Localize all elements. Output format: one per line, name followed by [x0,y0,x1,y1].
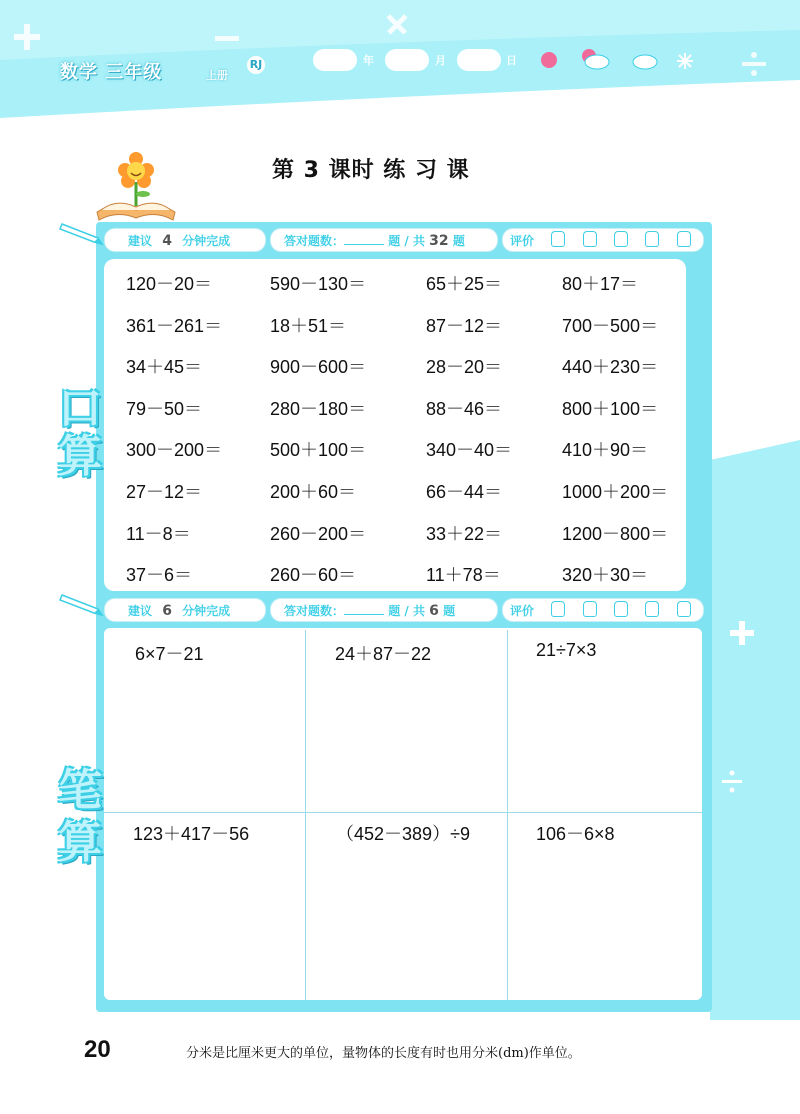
written-panel [104,628,702,1000]
rating-thumb-icon[interactable] [677,231,691,247]
oral-problem: 11－8＝ [126,524,191,544]
column-divider [305,630,306,1000]
pencil-icon [58,589,108,619]
oral-minutes: 4 [162,233,172,249]
oral-problem: 300－200＝ [126,440,223,460]
oral-problem: 1000＋200＝ [562,482,669,502]
volume-label: 上册 [206,69,228,82]
row-divider [104,812,702,813]
snow-icon [677,53,693,69]
oral-problem: 800＋100＝ [562,399,659,419]
year-label: 年 [363,54,374,67]
written-problem: 6×7－21 [135,644,204,664]
written-problem: 24＋87－22 [335,644,432,664]
oral-suggest: 建议 4 分钟完成 [128,233,231,249]
page-number: 20 [84,1036,111,1063]
cloudy-icon [633,55,657,69]
rating-thumb-icon[interactable] [551,231,565,247]
oral-section-label-2: 算 [58,431,102,482]
oral-problem: 66－44＝ [426,482,503,502]
written-problem: 106－6×8 [536,824,615,844]
written-section-label-1: 笔 [58,765,102,816]
day-field[interactable] [457,49,501,71]
oral-problem: 28－20＝ [426,357,503,377]
oral-problem: 27－12＝ [126,482,203,502]
oral-correct-blank[interactable] [344,234,384,245]
rating-thumb-icon[interactable] [645,231,659,247]
oral-problem: 200＋60＝ [270,482,357,502]
oral-problem: 500＋100＝ [270,440,367,460]
oral-problem: 361－261＝ [126,316,223,336]
oral-problem: 11＋78＝ [426,565,501,585]
oral-problem: 320＋30＝ [562,565,649,585]
oral-problem: 37－6＝ [126,565,193,585]
year-field[interactable] [313,49,357,71]
rating-thumb-icon[interactable] [677,601,691,617]
written-section-label-2: 算 [58,817,102,868]
written-minutes: 6 [162,603,172,619]
oral-problem: 440＋230＝ [562,357,659,377]
weather-icons [535,45,715,75]
oral-problem: 700－500＝ [562,316,659,336]
sunny-icon [541,52,557,68]
oral-problem: 120－20＝ [126,274,213,294]
partly-cloudy-icon [582,49,609,69]
column-divider [507,630,508,1000]
footer-note: 分米是比厘米更大的单位，量物体的长度有时也用分米(dm)作单位。 [186,1046,581,1061]
oral-problem: 18＋51＝ [270,316,347,336]
oral-problem: 88－46＝ [426,399,503,419]
oral-problem: 340－40＝ [426,440,513,460]
edition-mark: RJ [247,56,265,74]
written-rating-label: 评价 [510,604,535,618]
rating-thumb-icon[interactable] [583,601,597,617]
written-problem: 21÷7×3 [536,640,597,660]
oral-problem: 80＋17＝ [562,274,639,294]
oral-section-label-1: 口 [58,383,102,434]
rating-thumb-icon[interactable] [614,231,628,247]
oral-problem: 34＋45＝ [126,357,203,377]
oral-problem: 1200－800＝ [562,524,669,544]
rating-thumb-icon[interactable] [551,601,565,617]
oral-problem: 87－12＝ [426,316,503,336]
oral-problem: 79－50＝ [126,399,203,419]
pencil-icon [58,218,108,248]
oral-score: 答对题数： 题 / 共 32 题 [284,233,465,249]
oral-problem: 260－200＝ [270,524,367,544]
rating-thumb-icon[interactable] [583,231,597,247]
written-suggest: 建议 6 分钟完成 [128,603,231,619]
oral-total-count: 32 [429,233,449,249]
oral-rating-label: 评价 [510,234,535,248]
oral-problem: 33＋22＝ [426,524,503,544]
oral-problem: 900－600＝ [270,357,367,377]
day-label: 日 [506,54,517,67]
rating-thumb-icon[interactable] [645,601,659,617]
side-decoration [700,440,800,1020]
oral-problem: 590－130＝ [270,274,367,294]
oral-problem: 65＋25＝ [426,274,503,294]
written-total-count: 6 [429,603,439,619]
oral-problem: 260－60＝ [270,565,357,585]
oral-problem: 410＋90＝ [562,440,649,460]
lesson-title: 第 3 课时 练 习 课 [272,158,470,183]
subject-grade-title: 数学 三年级 [60,62,163,83]
written-score: 答对题数： 题 / 共 6 题 [284,603,456,619]
flower-book-illustration [95,152,177,222]
month-field[interactable] [385,49,429,71]
written-problem: 123＋417－56 [133,824,250,844]
written-problem: （452－389）÷9 [336,824,470,844]
oral-problem: 280－180＝ [270,399,367,419]
written-correct-blank[interactable] [344,604,384,615]
rating-thumb-icon[interactable] [614,601,628,617]
month-label: 月 [435,54,446,67]
